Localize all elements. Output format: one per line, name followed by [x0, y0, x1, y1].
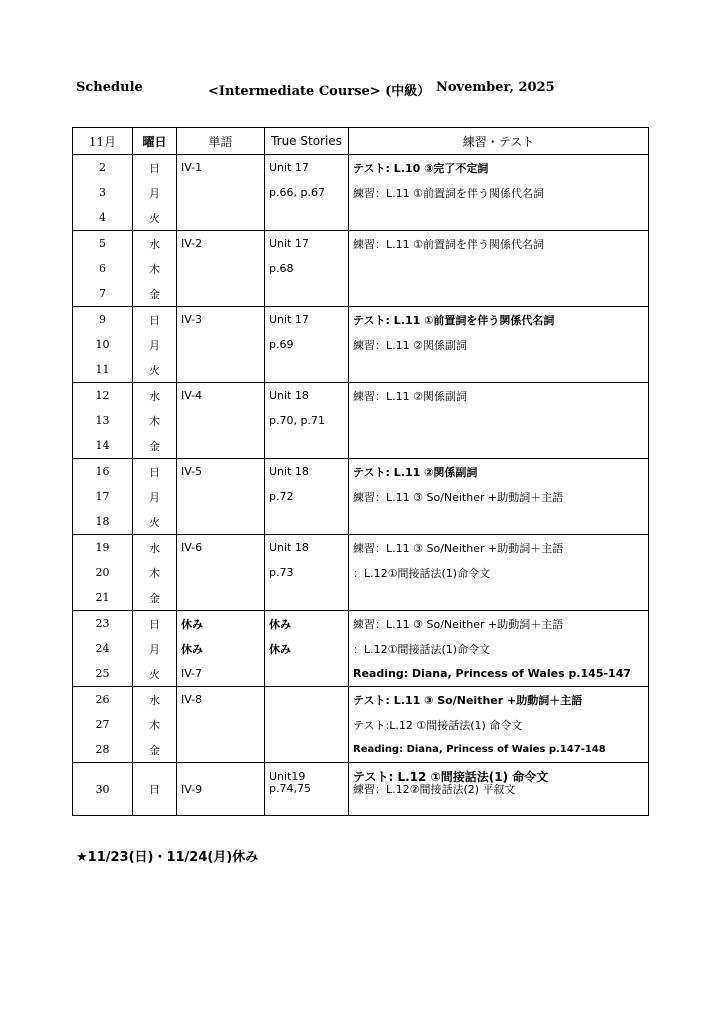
table-row	[73, 661, 649, 687]
practice-cell	[349, 585, 649, 611]
vocab-cell	[177, 281, 265, 307]
vocab-cell	[177, 737, 265, 763]
practice-cell: Reading: Diana, Princess of Wales p.145-147	[349, 661, 649, 687]
vocab-cell	[177, 332, 265, 357]
stories-cell	[265, 509, 349, 535]
weekday-cell: 日	[133, 155, 177, 181]
table-row	[73, 636, 649, 661]
vocab-cell: IV-3	[177, 307, 265, 333]
date-cell: 5	[73, 231, 133, 257]
weekday-cell: 木	[133, 712, 177, 737]
table-row	[73, 687, 649, 713]
stories-cell	[265, 687, 349, 713]
date-cell: 11	[73, 357, 133, 383]
header-title: Schedule	[76, 80, 143, 95]
stories-cell: p.68	[265, 256, 349, 281]
vocab-cell	[177, 509, 265, 535]
table-row	[73, 357, 649, 383]
weekday-cell: 水	[133, 383, 177, 409]
table-row	[73, 763, 649, 816]
stories-cell: Unit 17	[265, 231, 349, 257]
weekday-cell: 月	[133, 484, 177, 509]
weekday-cell: 日	[133, 459, 177, 485]
holiday-footnote: ★11/23(日)・11/24(月)休み	[76, 850, 259, 865]
date-cell: 6	[73, 256, 133, 281]
table-row	[73, 332, 649, 357]
column-header-vocabulary: 単語	[177, 128, 265, 155]
vocab-cell: IV-4	[177, 383, 265, 409]
vocab-cell	[177, 484, 265, 509]
vocab-cell: IV-8	[177, 687, 265, 713]
table-row	[73, 231, 649, 257]
vocab-cell	[177, 585, 265, 611]
weekday-cell: 木	[133, 256, 177, 281]
vocab-cell	[177, 357, 265, 383]
practice-cell	[349, 205, 649, 231]
date-cell: 10	[73, 332, 133, 357]
weekday-cell: 金	[133, 737, 177, 763]
table-row	[73, 307, 649, 333]
date-cell: 18	[73, 509, 133, 535]
table-row	[73, 737, 649, 763]
practice-cell: テスト: L.10 ③完了不定詞	[349, 155, 649, 181]
practice-cell: ：L.12①間接話法(1)命令文	[349, 560, 649, 585]
practice-cell: 練習：L.11 ③ So/Neither +助動詞＋主語	[349, 484, 649, 509]
vocab-cell: IV-1	[177, 155, 265, 181]
table-row	[73, 484, 649, 509]
weekday-cell: 日	[133, 763, 177, 816]
header-course: <Intermediate Course> (中級）	[208, 84, 431, 99]
weekday-cell: 水	[133, 535, 177, 561]
stories-cell: p.73	[265, 560, 349, 585]
practice-cell: 練習：L.11 ③ So/Neither +助動詞＋主語	[349, 611, 649, 637]
vocab-cell	[177, 712, 265, 737]
vocab-cell: 休み	[177, 611, 265, 637]
vocab-cell	[177, 408, 265, 433]
date-cell: 14	[73, 433, 133, 459]
table-row	[73, 560, 649, 585]
table-row	[73, 611, 649, 637]
stories-cell: 休み	[265, 636, 349, 661]
stories-cell: p.66, p.67	[265, 180, 349, 205]
practice-cell: 練習：L.11 ②関係副詞	[349, 383, 649, 409]
weekday-cell: 水	[133, 231, 177, 257]
practice-cell: 練習：L.11 ③ So/Neither +助動詞＋主語	[349, 535, 649, 561]
vocab-cell	[177, 433, 265, 459]
weekday-cell: 水	[133, 687, 177, 713]
header-month: November, 2025	[436, 80, 555, 95]
column-header-month: 11月	[73, 128, 133, 155]
stories-cell	[265, 205, 349, 231]
stories-cell: Unit 18	[265, 535, 349, 561]
stories-cell: 休み	[265, 611, 349, 637]
weekday-cell: 日	[133, 611, 177, 637]
practice-cell: 練習：L.11 ①前置詞を伴う関係代名詞	[349, 180, 649, 205]
stories-cell: Unit 17	[265, 307, 349, 333]
date-cell: 2	[73, 155, 133, 181]
table-row	[73, 408, 649, 433]
weekday-cell: 木	[133, 408, 177, 433]
table-row	[73, 585, 649, 611]
date-cell: 20	[73, 560, 133, 585]
stories-line-1: Unit19	[269, 770, 306, 783]
practice-cell: テスト: L.11 ②関係副詞	[349, 459, 649, 485]
vocab-cell	[177, 180, 265, 205]
weekday-cell: 金	[133, 433, 177, 459]
schedule-table	[72, 127, 649, 816]
vocab-cell: IV-7	[177, 661, 265, 687]
date-cell: 16	[73, 459, 133, 485]
practice-cell	[349, 281, 649, 307]
practice-cell: テスト: L.11 ①前置詞を伴う関係代名詞	[349, 307, 649, 333]
weekday-cell: 火	[133, 357, 177, 383]
practice-cell: 練習：L.11 ②関係副詞	[349, 332, 649, 357]
weekday-cell: 火	[133, 509, 177, 535]
stories-cell	[265, 585, 349, 611]
stories-cell	[265, 763, 349, 816]
vocab-cell	[177, 205, 265, 231]
date-cell: 3	[73, 180, 133, 205]
practice-cell: テスト: L.11 ③ So/Neither +助動詞＋主語	[349, 687, 649, 713]
table-row	[73, 155, 649, 181]
date-cell: 23	[73, 611, 133, 637]
date-cell: 19	[73, 535, 133, 561]
table-row	[73, 433, 649, 459]
date-cell: 13	[73, 408, 133, 433]
weekday-cell: 月	[133, 180, 177, 205]
table-row	[73, 383, 649, 409]
date-cell: 7	[73, 281, 133, 307]
practice-cell: テスト:L.12 ①間接話法(1) 命令文	[349, 712, 649, 737]
vocab-cell: IV-9	[177, 763, 265, 816]
date-cell: 24	[73, 636, 133, 661]
date-cell: 30	[73, 763, 133, 816]
date-cell: 17	[73, 484, 133, 509]
table-header-row	[73, 128, 649, 155]
table-row	[73, 180, 649, 205]
stories-cell: Unit 17	[265, 155, 349, 181]
table-row	[73, 459, 649, 485]
vocab-cell	[177, 256, 265, 281]
practice-cell	[349, 256, 649, 281]
stories-cell	[265, 281, 349, 307]
stories-cell: p.69	[265, 332, 349, 357]
date-cell: 28	[73, 737, 133, 763]
date-cell: 12	[73, 383, 133, 409]
weekday-cell: 金	[133, 585, 177, 611]
date-cell: 4	[73, 205, 133, 231]
practice-cell: 練習：L.11 ①前置詞を伴う関係代名詞	[349, 231, 649, 257]
date-cell: 25	[73, 661, 133, 687]
weekday-cell: 火	[133, 205, 177, 231]
table-row	[73, 509, 649, 535]
weekday-cell: 金	[133, 281, 177, 307]
practice-cell	[349, 509, 649, 535]
weekday-cell: 日	[133, 307, 177, 333]
practice-line-2: 練習：L.12②間接話法(2) 平叙文	[353, 783, 516, 796]
weekday-cell: 木	[133, 560, 177, 585]
vocab-cell: 休み	[177, 636, 265, 661]
vocab-cell	[177, 560, 265, 585]
weekday-cell: 月	[133, 636, 177, 661]
vocab-cell: IV-6	[177, 535, 265, 561]
table-row	[73, 205, 649, 231]
practice-cell: Reading: Diana, Princess of Wales p.147-148	[349, 737, 649, 763]
date-cell: 21	[73, 585, 133, 611]
stories-cell	[265, 737, 349, 763]
column-header-weekday: 曜日	[133, 128, 177, 155]
stories-cell: Unit 18	[265, 383, 349, 409]
practice-cell	[349, 433, 649, 459]
stories-cell	[265, 433, 349, 459]
table-row	[73, 281, 649, 307]
stories-cell	[265, 661, 349, 687]
document-header	[76, 80, 636, 102]
practice-cell	[349, 763, 649, 816]
stories-cell: p.70, p.71	[265, 408, 349, 433]
date-cell: 26	[73, 687, 133, 713]
practice-line-1: テスト: L.12 ①間接話法(1) 命令文	[353, 770, 549, 784]
weekday-cell: 月	[133, 332, 177, 357]
practice-cell: ：L.12①間接話法(1)命令文	[349, 636, 649, 661]
stories-cell	[265, 712, 349, 737]
vocab-cell: IV-5	[177, 459, 265, 485]
date-cell: 27	[73, 712, 133, 737]
column-header-true-stories: True Stories	[265, 128, 349, 155]
table-row	[73, 712, 649, 737]
stories-cell: p.72	[265, 484, 349, 509]
table-row	[73, 535, 649, 561]
stories-cell: Unit 18	[265, 459, 349, 485]
stories-line-2: p.74,75	[269, 782, 311, 795]
practice-cell	[349, 408, 649, 433]
date-cell: 9	[73, 307, 133, 333]
column-header-practice-test: 練習・テスト	[349, 128, 649, 155]
vocab-cell: IV-2	[177, 231, 265, 257]
weekday-cell: 火	[133, 661, 177, 687]
practice-cell	[349, 357, 649, 383]
table-row	[73, 256, 649, 281]
stories-cell	[265, 357, 349, 383]
